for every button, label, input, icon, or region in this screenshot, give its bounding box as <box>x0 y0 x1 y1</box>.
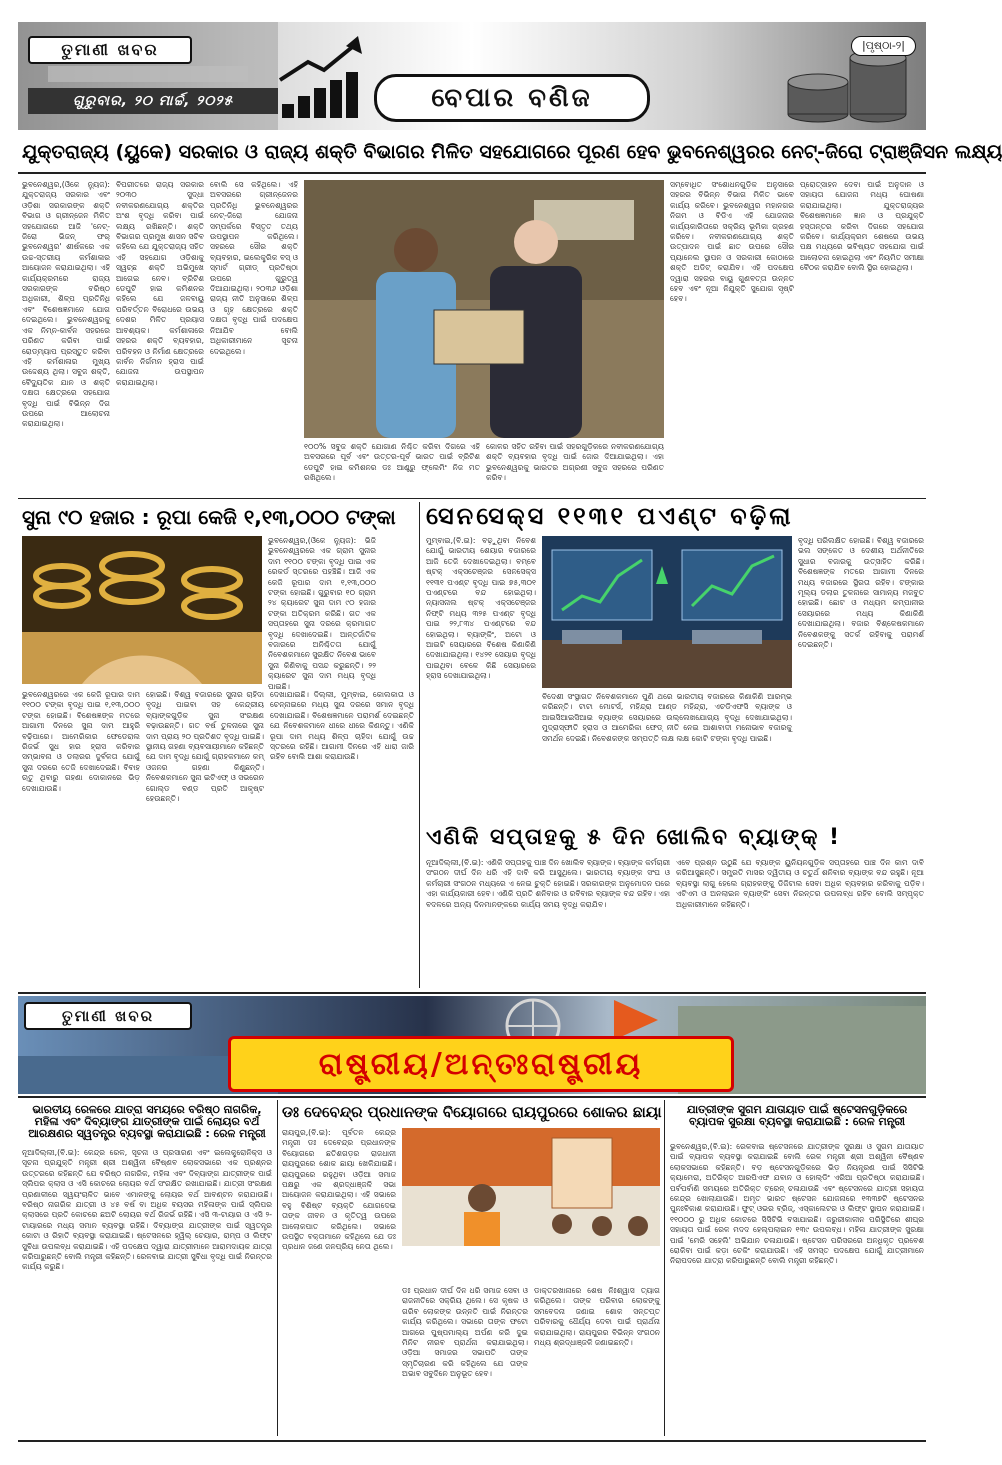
rail-safety-headline: ଯାତ୍ରୀଙ୍କ ସୁଗମ ଯାତାୟାତ ପାଇଁ ଷ୍ଟେସନଗୁଡ଼ିକରେ ବ୍ୟାପକ ସୁରକ୍ଷା ବ୍ୟବସ୍ଥା କରାଯାଇଛି : ରେଳ ମନ୍ତ୍ରୀ <box>686 1103 908 1129</box>
lead-column-3: ବୋଲି ସେ କହିଥିଲେ। ଏହି ଅବସରରେ ଗ୍ରୀନ୍‌ଜେନର ପ୍ରତିନିଧି ଭୁବନେଶ୍ୱରର ନେଟ୍-ଜିରୋ ଯୋଜନା ସମ୍ପର୍କରେ ବିସ୍ତୃତ ତଥ୍ୟ ଉପସ୍ଥାପନ କରିଥିଲେ। ସହରରେ ସୌର ଶକ୍ତି ବ୍ୟବହାର, ଇଲେକ୍ଟ୍ରିକ ବସ୍ ଓ ସ୍ମାର୍ଟ ଗ୍ରୀଡ୍ ପ୍ରତିଷ୍ଠା ଉପରେ ଗୁରୁତ୍ୱ ଦିଆଯାଇଥିଲା। ୨୦୩୬ ଓଡ଼ିଶା ରାଜ୍ୟ ନୀତି ଅନୁସାରେ ଶିଳ୍ପ ଓ ଗୃହ କ୍ଷେତ୍ରରେ ଶକ୍ତି ଦକ୍ଷତା ବୃଦ୍ଧି ପାଇଁ ପଦକ୍ଷେପ ନିଆଯିବ ବୋଲି ଅଧିକାରୀମାନେ ସୂଚନା ଦେଇଥିଲେ। <box>210 180 298 356</box>
lead-column-5: ପ୍ରୋତ୍ସାହନ ଦେବା ପାଇଁ ଅନୁଦାନ ଓ ସହାୟତା ଯୋଜନା ମଧ୍ୟ ଘୋଷଣା କରାଯାଇଥିଲା। ଯୁକ୍ତରାଜ୍ୟର ବିଶେଷଜ୍ଞମାନେ ଜ୍ଞାନ ଓ ପ୍ରଯୁକ୍ତି ହସ୍ତାନ୍ତର କରିବା ଦିଗରେ ସହଯୋଗ କରିବେ। କାର୍ଯ୍ୟକ୍ରମ ଶେଷରେ ଉଭୟ ପକ୍ଷ ମଧ୍ୟରେ ଭବିଷ୍ୟତ ସହଯୋଗ ପାଇଁ ଆଲୋଚନା ହୋଇଥିଲା ଏବଂ ନିୟମିତ ସମୀକ୍ଷା ବୈଠକ କରାଯିବ ବୋଲି ସ୍ଥିର ହୋଇଥିଲା। <box>800 180 924 273</box>
raipur-column-2: ଡଃ ପ୍ରଧାନ ଦୀର୍ଘ ଦିନ ଧରି ସମାଜ ସେବା ଓ ରାଜନୀତିରେ ସକ୍ରିୟ ଥିଲେ। ସେ କୃଷକ ଓ ଗରିବ ଲୋକଙ୍କ ଉନ୍ନତି ପାଇଁ ନିରନ୍ତର କାର୍ଯ୍ୟ କରିଥିଲେ। ସଭାରେ ତାଙ୍କ ଫଟୋ ଆଗରେ ପୁଷ୍ପମାଲ୍ୟ ଅର୍ପଣ କରି ଦୁଇ ମିନିଟ ନୀରବ ପ୍ରାର୍ଥନା କରାଯାଇଥିଲା। ଓଡ଼ିଆ ସମାଜର ସଭାପତି ତାଙ୍କ ସ୍ମୃତିଚାରଣ କରି କହିଥିଲେ ଯେ ତାଙ୍କ ଅଭାବ ସବୁଦିନେ ଅନୁଭୂତ ହେବ। <box>402 1286 528 1379</box>
lead-photo <box>304 180 664 438</box>
divider <box>18 498 926 499</box>
rail-safety-body: ଭୁବନେଶ୍ୱର,(ବି.ଇ): ରେଳବାଇ ଷ୍ଟେସନରେ ଯାତ୍ରୀଙ୍କ ସୁରକ୍ଷା ଓ ସୁଗମ ଯାତାୟାତ ପାଇଁ ବ୍ୟାପକ ବ୍ୟବସ୍ଥା କରାଯାଇଛି ବୋଲି ରେଳ ମନ୍ତ୍ରୀ ଶ୍ରୀ ଅଶ୍ୱିନୀ ବୈଷ୍ଣବ ଲୋକସଭାରେ କହିଛନ୍ତି। ବଡ଼ ଷ୍ଟେସନଗୁଡ଼ିକରେ ଭିଡ଼ ନିୟନ୍ତ୍ରଣ ପାଇଁ ସିସିଟିଭି କ୍ୟାମେରା, ଅତିରିକ୍ତ ଆରପିଏଫ ଯବାନ ଓ ହୋଲ୍ଡିଂ ଏରିଆ ପ୍ରତିଷ୍ଠା କରାଯାଇଛି। ପର୍ବପର୍ବାଣି ସମୟରେ ଅତିରିକ୍ତ ଟ୍ରେନ୍ ଚଳାଯାଉଛି ଏବଂ ଷ୍ଟେସନରେ ଯାତ୍ରୀ ସହାୟତା କେନ୍ଦ୍ର ଖୋଲାଯାଉଛି। ଅମୃତ ଭାରତ ଷ୍ଟେସନ ଯୋଜନାରେ ୧୩୩୭ଟି ଷ୍ଟେସନର ପୁନଃବିକାଶ କରାଯାଉଛି। ଫୁଟ୍ ଓଭର ବ୍ରିଜ୍, ଏସ୍କାଲେଟର ଓ ଲିଫ୍ଟ ସ୍ଥାପନ କରାଯାଇଛି। ୧୧୦୦୦ ରୁ ଅଧିକ କୋଚରେ ସିସିଟିଭି ବସାଯାଇଛି। ଜରୁରୀକାଳୀନ ପରିସ୍ଥିତିରେ ଶୀଘ୍ର ସହାୟତା ପାଇଁ ରେଳ ମଦଦ ହେଲ୍ପଲାଇନ ୧୩୯ ଉପଲବ୍ଧ। ମହିଳା ଯାତ୍ରୀଙ୍କ ସୁରକ୍ଷା ପାଇଁ 'ମେରି ସହେଲି' ଅଭିଯାନ ଚଳାଯାଉଛି। ଷ୍ଟେସନ ପରିସରରେ ଅନଧିକୃତ ପ୍ରବେଶ ରୋକିବା ପାଇଁ କଡ଼ା ଚେକିଂ କରାଯାଉଛି। ଏହି ସମସ୍ତ ପଦକ୍ଷେପ ଯୋଗୁଁ ଯାତ୍ରୀମାନେ ନିରାପଦରେ ଯାତ୍ରା କରିପାରୁଛନ୍ତି ବୋଲି ମନ୍ତ୍ରୀ କହିଛନ୍ତି। <box>670 1142 924 1266</box>
sensex-column-2: ବିଦେଶୀ ସଂସ୍ଥାଗତ ନିବେଶକମାନେ ପୁଣି ଥରେ ଭାରତୀୟ ବଜାରରେ କିଣାକିଣି ଆରମ୍ଭ କରିଛନ୍ତି। ଟାଟା ମୋଟର୍ସ, ମହିନ୍ଦ୍ରା ଆଣ୍ଡ ମହିନ୍ଦ୍ରା, ଏଚଡିଏଫସି ବ୍ୟାଙ୍କ ଓ ଆଇସିଆଇସିଆଇ ବ୍ୟାଙ୍କ ସେୟାରରେ ଉଲ୍ଲେଖଯୋଗ୍ୟ ବୃଦ୍ଧି ଦେଖାଯାଇଥିଲା। ମୁଦ୍ରାସ୍ଫୀତି ହ୍ରାସ ଓ ଆମେରିକା ଫେଡ୍ ନୀତି ନେଇ ଆଶାବାଦୀ ମନୋଭାବ ବଜାରକୁ ସମର୍ଥନ ଦେଇଛି। ନିବେଶକଙ୍କ ସମ୍ପତ୍ତି ଲକ୍ଷ ଲକ୍ଷ କୋଟି ଟଙ୍କା ବୃଦ୍ଧି ପାଇଛି। <box>542 692 792 743</box>
divider <box>277 1100 278 1436</box>
divider <box>18 1096 926 1098</box>
bank-headline: ଏଣିକି ସପ୍ତାହକୁ ୫ ଦିନ ଖୋଲିବ ବ୍ୟାଙ୍କ୍ ! <box>426 825 842 850</box>
gold-jewellery-illustration <box>22 536 262 684</box>
lead-photo-caption-1: ୧୦୦% ସବୁଜ ଶକ୍ତି ଯୋଗାଣ ନିଶ୍ଚିତ କରିବା ଦିଗରେ ଏହି ଅବସରରେ ପୂର୍ବ ଏବଂ ଉତ୍ତର-ପୂର୍ବ ଭାରତ ପାଇଁ ବ୍ରିଟିଶ ଡେପୁଟି ହାଇ କମିଶନର ଡଃ ଆଣ୍ଡ୍ରୁ ଫ୍ଲେମିଂ ନିଜ ମତ ରଖିଥିଲେ। <box>304 442 480 483</box>
tribute-meeting-illustration <box>402 1128 660 1282</box>
sensex-photo <box>542 536 792 688</box>
raipur-column-3: ଡାକ୍ତରଖାନାରେ ଶେଷ ନିଃଶ୍ୱାସ ତ୍ୟାଗ କରିଥିଲେ। ତାଙ୍କ ପରିବାର ଲୋକଙ୍କୁ ସମବେଦନା ଜଣାଇ ଶୋକ ସନ୍ତପ୍ତ ପରିବାରକୁ ଧୈର୍ଯ୍ୟ ଦେବା ପାଇଁ ପ୍ରାର୍ଥନା କରାଯାଇଥିଲା। ରାୟପୁରର ବିଭିନ୍ନ ସଂଗଠନ ମଧ୍ୟ ଶ୍ରଦ୍ଧାଞ୍ଜଳି ଜଣାଇଛନ୍ତି। <box>534 1286 660 1348</box>
raipur-photo <box>402 1128 660 1282</box>
national-banner-title: ରାଷ୍ଟ୍ରୀୟ/ଅନ୍ତଃରାଷ୍ଟ୍ରୀୟ <box>228 1036 734 1092</box>
gold-column-1-top: ଭୁବନେଶ୍ୱର,(ଓିକେ ନ୍ୟୁଜ): ଭିଜି ଭୁବନେଶ୍ୱରରେ ଏକ ଗ୍ରାମ ସୁନାର ଦାମ ୧୧୦୦ ଟଙ୍କା ବୃଦ୍ଧି ପାଇ ଏକ ରେକର୍ଡ ସ୍ତରରେ ପହଞ୍ଚିଛି। ଆଜି ଏକ କେଜି ରୂପାର ଦାମ ୧,୧୩,୦୦୦ ଟଙ୍କା ହୋଇଛି। ଗୁରୁବାର ୧୦ ଗ୍ରାମ ୨୪ କ୍ୟାରେଟ ସୁନା ଦାମ ୯୦ ହଜାର ଟଙ୍କା ଅତିକ୍ରମ କରିଛି। ଗତ ଏକ ସପ୍ତାହରେ ସୁନା ଦରରେ କ୍ରମାଗତ ବୃଦ୍ଧି ଦେଖାଦେଇଛି। ଆନ୍ତର୍ଜାତିକ ବଜାରରେ ଅନିଶ୍ଚିତତା ଯୋଗୁଁ ନିବେଶକମାନେ ସୁରକ୍ଷିତ ନିବେଶ ଭାବେ ସୁନା କିଣିବାକୁ ପସନ୍ଦ କରୁଛନ୍ତି। ୨୨ କ୍ୟାରେଟ ସୁନା ଦାମ ମଧ୍ୟ ବୃଦ୍ଧି ପାଇଛି। <box>268 536 376 691</box>
gold-headline: ସୁନା ୯୦ ହଜାର : ରୂପା କେଜି ୧,୧୩,୦୦୦ ଟଙ୍କା <box>22 505 396 529</box>
stock-market-illustration <box>542 536 792 688</box>
raipur-column-1: ରାୟପୁର,(ବି.ଇ): ପୂର୍ବତନ କେନ୍ଦ୍ର ମନ୍ତ୍ରୀ ଡଃ ଦେବେନ୍ଦ୍ର ପ୍ରଧାନଙ୍କ ବିୟୋଗରେ ଛତିଶଗଡ଼ର ରାଜଧାନୀ ରାୟପୁରରେ ଶୋକ ଛାୟା ଖେଳିଯାଇଛି। ରାୟପୁରରେ ରହୁଥିବା ଓଡ଼ିଆ ସମାଜ ପକ୍ଷରୁ ଏକ ଶ୍ରଦ୍ଧାଞ୍ଜଳି ସଭା ଆୟୋଜନ କରାଯାଇଥିଲା। ଏହି ସଭାରେ ବହୁ ବିଶିଷ୍ଟ ବ୍ୟକ୍ତି ଯୋଗଦେଇ ତାଙ୍କ ଜୀବନ ଓ କୃତିତ୍ୱ ଉପରେ ଆଲୋକପାତ କରିଥିଲେ। ସଭାରେ ଉପସ୍ଥିତ ବକ୍ତାମାନେ କହିଥିଲେ ଯେ ଡଃ ପ୍ରଧାନ ଜଣେ ଜନପ୍ରିୟ ନେତା ଥିଲେ। <box>282 1128 396 1252</box>
gold-column-4: ଦେଖାଯାଇଛି। ଦିଲ୍ଲୀ, ମୁମ୍ବାଇ, କୋଲକାତା ଓ ଚେନ୍ନାଇରେ ମଧ୍ୟ ସୁନା ଦରରେ ସମାନ ବୃଦ୍ଧି ଦେଖାଯାଇଛି। ବିଶେଷଜ୍ଞମାନେ ପରାମର୍ଶ ଦେଇଛନ୍ତି ଯେ ନିବେଶକମାନେ ଧୀରେ ଧୀରେ କିଣନ୍ତୁ। ଏଣିକି ରୂପା ଦାମ ମଧ୍ୟ ଶିଳ୍ପ ଚାହିଦା ଯୋଗୁଁ ଉଚ୍ଚ ସ୍ତରରେ ରହିଛି। ଆଗାମୀ ଦିନରେ ଏହି ଧାରା ଜାରି ରହିବ ବୋଲି ଆଶା କରାଯାଉଛି। <box>270 690 414 762</box>
gold-column-3: ହୋଇଛି। ବିଶ୍ୱ ବଜାରରେ ସୁନାର ଚାହିଦା ବୃଦ୍ଧି ପାଇବା ସହ କେନ୍ଦ୍ରୀୟ ବ୍ୟାଙ୍କଗୁଡ଼ିକ ସୁନା ସଂରକ୍ଷଣ ବଢ଼ାଉଛନ୍ତି। ଗତ ବର୍ଷ ତୁଳନାରେ ସୁନା ଦାମ ପ୍ରାୟ ୨୦ ପ୍ରତିଶତ ବୃଦ୍ଧି ପାଇଛି। ସ୍ଥାନୀୟ ଗହଣା ବ୍ୟବସାୟୀମାନେ କହିଛନ୍ତି ଯେ ଦାମ ବୃଦ୍ଧି ଯୋଗୁଁ ଗ୍ରାହକମାନେ କମ୍ ଓଜନର ଗହଣା କିଣୁଛନ୍ତି। ନିବେଶକମାନେ ସୁନା ଇଟିଏଫ୍ ଓ ସଭରେନ ଗୋଲ୍ଡ ବଣ୍ଡ ପ୍ରତି ଆକୃଷ୍ଟ ହେଉଛନ୍ତି। <box>146 690 264 804</box>
sensex-column-1: ମୁମ୍ବାଇ,(ବି.ଇ): ବଢ଼ୁଥିବା ନିବେଶ ଯୋଗୁଁ ଭାରତୀୟ ଶେୟାର ବଜାରରେ ଆଜି ତେଜି ଦେଖାଦେଇଥିଲା। ବମ୍ବେ ଷ୍ଟକ୍ ଏକ୍ସଚେଞ୍ଜର ସେନସେକ୍ସ ୧୧୩୧ ପଏଣ୍ଟ ବୃଦ୍ଧି ପାଇ ୭୫,୩୦୧ ପଏଣ୍ଟରେ ବନ୍ଦ ହୋଇଥିଲା। ନ୍ୟାସନାଲ ଷ୍ଟକ୍ ଏକ୍ସଚେଞ୍ଜର ନିଫ୍ଟି ମଧ୍ୟ ୩୨୫ ପଏଣ୍ଟ ବୃଦ୍ଧି ପାଇ ୨୨,୮୩୪ ପଏଣ୍ଟରେ ବନ୍ଦ ହୋଇଥିଲା। ବ୍ୟାଙ୍କିଂ, ଅଟୋ ଓ ଆଇଟି ସେୟାରରେ ବିଶେଷ କିଣାକିଣି ଦେଖାଯାଇଥିଲା। ୧୪୨୧ ସେୟାର ବୃଦ୍ଧି ପାଇଥିବା ବେଳେ କିଛି ସେୟାରରେ ହ୍ରାସ ଦେଖାଯାଇଥିଲା। <box>426 536 536 681</box>
brand-logo-secondary: ତୁମାଣୀ ଖବର <box>24 1002 192 1030</box>
divider <box>664 1100 665 1436</box>
lead-column-2: ବିପରୀତରେ ରାଜ୍ୟ ସରକାର ୨୦୩୦ ସୁଦ୍ଧା ନବୀକରଣଯୋଗ୍ୟ ଶକ୍ତିର ଅଂଶ ବୃଦ୍ଧି କରିବା ପାଇଁ ଲକ୍ଷ୍ୟ ରଖିଛନ୍ତି। ଶକ୍ତି ବିଭାଗର ପ୍ରମୁଖ ଶାସନ ସଚିବ କହିଲେ ଯେ ଯୁକ୍ତରାଜ୍ୟ ସହିତ ଏହି ସହଯୋଗ ଓଡ଼ିଶାକୁ ସ୍ୱଚ୍ଛ ଶକ୍ତି ଅଭିମୁଖେ ଆଗେଇ ନେବ। ବ୍ରିଟିଶ ଡେପୁଟି ହାଇ କମିଶନର କହିଲେ ଯେ ଜଳବାୟୁ ପରିବର୍ତ୍ତନ ବିରୋଧରେ ଉଭୟ ଦେଶର ମିଳିତ ପ୍ରୟାସ ଆବଶ୍ୟକ। କର୍ମଶାଳାରେ ସହରର ଶକ୍ତି ବ୍ୟବହାର, ପରିବହନ ଓ ନିର୍ମାଣ କ୍ଷେତ୍ରରେ କାର୍ବନ ନିର୍ଗମନ ହ୍ରାସ ପାଇଁ ଯୋଜନା ଉପସ୍ଥାପନ କରାଯାଇଥିଲା। <box>116 180 204 387</box>
sensex-column-3: ବୃଦ୍ଧି ପରିଲକ୍ଷିତ ହୋଇଛି। ବିଶ୍ୱ ବଜାରରେ ଭଲ ସଙ୍କେତ ଓ ଦେଶୀୟ ଅର୍ଥନୀତିରେ ସୁଧାର ବଜାରକୁ ଉତ୍ସାହିତ କରିଛି। ବିଶେଷଜ୍ଞଙ୍କ ମତରେ ଆଗାମୀ ଦିନରେ ମଧ୍ୟ ବଜାରରେ ସ୍ଥିରତା ରହିବ। ଟଙ୍କାର ମୂଲ୍ୟ ଡଲାର ତୁଳନାରେ ସାମାନ୍ୟ ମଜବୁତ ହୋଇଛି। ଛୋଟ ଓ ମଧ୍ୟମ କମ୍ପାନୀର ସେୟାରରେ ମଧ୍ୟ କିଣାକିଣି ଦେଖାଯାଇଥିଲା। ବଜାର ବିଶ୍ଳେଷକମାନେ ନିବେଶକଙ୍କୁ ସତର୍କ ରହିବାକୁ ପରାମର୍ଶ ଦେଇଛନ୍ତି। <box>798 536 924 650</box>
rail-berth-headline: ଭାରତୀୟ ରେଳରେ ଯାତ୍ରା ସମୟରେ ବରିଷ୍ଠ ନାଗରିକ, ମହିଳା ଏବଂ ଦିବ୍ୟାଙ୍ଗ ଯାତ୍ରୀଙ୍କ ପାଇଁ ଲୋୟର ବର୍ଥ ଆରକ୍ଷଣର ସ୍ୱତନ୍ତ୍ର ବ୍ୟବସ୍ଥା କରାଯାଇଛି : ରେଳ ମନ୍ତ୍ରୀ <box>28 1103 266 1141</box>
gold-photo <box>22 536 262 684</box>
bank-column-1: ନୂଆଦିଲ୍ଲୀ,(ବି.ଇ): ଏଣିକି ସପ୍ତାହକୁ ପାଞ୍ଚ ଦିନ ଖୋଲିବ ବ୍ୟାଙ୍କ। ବ୍ୟାଙ୍କ କର୍ମଚାରୀ ସଂଗଠନ ଦୀର୍ଘ ଦିନ ଧରି ଏହି ଦାବି କରି ଆସୁଥିଲେ। ଭାରତୀୟ ବ୍ୟାଙ୍କ ସଂଘ ଓ କର୍ମଚାରୀ ସଂଗଠନ ମଧ୍ୟରେ ଏ ନେଇ ଚୁକ୍ତି ହୋଇଛି। ସରକାରଙ୍କ ଅନୁମୋଦନ ପରେ ଏହା କାର୍ଯ୍ୟକାରୀ ହେବ। ଏଣିକି ପ୍ରତି ଶନିବାର ଓ ରବିବାର ବ୍ୟାଙ୍କ ବନ୍ଦ ରହିବ। ଏହା ବଦଳରେ ଅନ୍ୟ ଦିନମାନଙ୍କରେ କାର୍ଯ୍ୟ ସମୟ ବୃଦ୍ଧି କରାଯିବ। <box>426 858 670 909</box>
lead-column-1: ଭୁବନେଶ୍ୱର,(ଓିକେ ନ୍ୟୁଜ): ଯୁକ୍ତରାଜ୍ୟ ସରକାର ଏବଂ ଓଡ଼ିଶା ସରକାରଙ୍କ ଶକ୍ତି ବିଭାଗ ଓ ଗ୍ରୀନ୍‌ଜେନ ମିଳିତ ସହଯୋଗରେ ଆଜି 'ନେଟ୍-ଜିରୋ ଭିଜନ୍ ଫର୍ ଭୁବନେଶ୍ୱର' ଶୀର୍ଷକରେ ଏକ ଉଚ୍ଚ-ସ୍ତରୀୟ କର୍ମଶାଳାର ଆୟୋଜନ କରାଯାଇଥିଲା। ଏହି କାର୍ଯ୍ୟକ୍ରମରେ ରାଜ୍ୟ ସରକାରଙ୍କ ବରିଷ୍ଠ ଅଧିକାରୀ, ଶିଳ୍ପ ପ୍ରତିନିଧି ଏବଂ ବିଶେଷଜ୍ଞମାନେ ଯୋଗ ଦେଇଥିଲେ। ଭୁବନେଶ୍ୱରକୁ ଏକ ନିମ୍ନ-କାର୍ବନ ସହରରେ ପରିଣତ କରିବା ପାଇଁ ରୋଡ୍‌ମ୍ୟାପ ପ୍ରସ୍ତୁତ କରିବା ଏହି କର୍ମଶାଳାର ମୁଖ୍ୟ ଉଦ୍ଦେଶ୍ୟ ଥିଲା। ସବୁଜ ଶକ୍ତି, ବୈଦ୍ୟୁତିକ ଯାନ ଓ ଶକ୍ତି ଦକ୍ଷତା କ୍ଷେତ୍ରରେ ସହଯୋଗ ବୃଦ୍ଧି ପାଇଁ ବିଭିନ୍ନ ଦିଗ ଉପରେ ଆଲୋଚନା କରାଯାଇଥିଲା। <box>22 180 110 429</box>
divider <box>18 992 926 994</box>
lead-photo-caption-2: କୋଳର ସହିତ ରହିବା ପାଇଁ ସହରଗୁଡ଼ିକରେ ନବୀକରଣଯୋଗ୍ୟ ଶକ୍ତି ବ୍ୟବହାର ବୃଦ୍ଧି ପାଇଁ ଜୋର ଦିଆଯାଇଥିଲା। ଏହା ଭୁବନେଶ୍ୱରକୁ ଭାରତର ଅଗ୍ରଣୀ ସବୁଜ ସହରରେ ପରିଣତ କରିବ। <box>486 442 664 483</box>
divider <box>18 1440 926 1442</box>
bank-column-2: ଏବେ ପ୍ରଶ୍ନ ଉଠୁଛି ଯେ ବ୍ୟାଙ୍କ ୟୁନିୟନଗୁଡ଼ିକ ସପ୍ତାହରେ ପାଞ୍ଚ ଦିନ କାମ ଦାବି କରିଆସୁଛନ୍ତି। ସମ୍ପ୍ରତି ମାସର ଦ୍ୱିତୀୟ ଓ ଚତୁର୍ଥ ଶନିବାର ବ୍ୟାଙ୍କ ବନ୍ଦ ରହୁଛି। ନୂଆ ବ୍ୟବସ୍ଥା ଲାଗୁ ହେଲେ ଗ୍ରାହକଙ୍କୁ ଡିଜିଟାଲ ସେବା ଅଧିକ ବ୍ୟବହାର କରିବାକୁ ପଡ଼ିବ। ଏଟିଏମ ଓ ଅନଲାଇନ ବ୍ୟାଙ୍କିଂ ସେବା ନିରନ୍ତର ଉପଲବ୍ଧ ରହିବ ବୋଲି ସମ୍ପୃକ୍ତ ଅଧିକାରୀମାନେ କହିଛନ୍ତି। <box>676 858 924 909</box>
gold-column-2: ଭୁବନେଶ୍ୱରରେ ଏକ କେଜି ରୂପାର ଦାମ ୧୧୦୦ ଟଙ୍କା ବୃଦ୍ଧି ପାଇ ୧,୧୩,୦୦୦ ଟଙ୍କା ହୋଇଛି। ବିଶେଷଜ୍ଞଙ୍କ ମତରେ ଆଗାମୀ ଦିନରେ ସୁନା ଦାମ ଆହୁରି ବଢ଼ିପାରେ। ଆମେରିକାର ଫେଡେରାଲ ରିଜର୍ଭ ସୁଧ ହାର ହ୍ରାସ କରିବାର ସମ୍ଭାବନା ଓ ଡଲାରର ଦୁର୍ବଳତା ଯୋଗୁଁ ସୁନା ଦରରେ ତେଜି ଦେଖାଦେଇଛି। ବିବାହ ଋତୁ ଥିବାରୁ ଗହଣା ଦୋକାନରେ ଭିଡ଼ ଦେଖାଯାଉଛି। <box>22 690 140 793</box>
lead-headline: ଯୁକ୍ତରାଜ୍ୟ (ୟୁକେ) ସରକାର ଓ ରାଜ୍ୟ ଶକ୍ତି ବିଭାଗର ମିଳିତ ସହଯୋଗରେ ପୂରଣ ହେବ ଭୁବନେଶ୍ୱରର ନେଟ୍-ଜିରୋ ଟ୍ରାଞ୍ଜିସନ ଲକ୍ଷ୍ୟ <box>22 141 1002 163</box>
divider <box>419 502 420 988</box>
issue-date: ଗୁରୁବାର, ୨୦ ମାର୍ଚ୍ଚ, ୨୦୨୫ <box>28 88 278 114</box>
national-section-banner <box>18 996 926 1094</box>
lead-column-4: ସମ୍ବୋଧିତ ସଂଶୋଧନଗୁଡ଼ିକ ଅନୁସାରେ ସହରର ବିଭିନ୍ନ ବିଭାଗ ମିଳିତ ଭାବେ କାର୍ଯ୍ୟ କରିବେ। ଭୁବନେଶ୍ୱର ମହାନଗର ନିଗମ ଓ ବିଡିଏ ଏହି ଯୋଜନାର କାର୍ଯ୍ୟକାରିତାରେ ସକ୍ରିୟ ଭୂମିକା ଗ୍ରହଣ କରିବେ। ନବୀକରଣଯୋଗ୍ୟ ଶକ୍ତି ଉତ୍ପାଦନ ପାଇଁ ଛାତ ଉପରେ ସୌର ପ୍ୟାନେଲ ସ୍ଥାପନ ଓ ସରକାରୀ କୋଠାରେ ଶକ୍ତି ଅଡିଟ୍ କରାଯିବ। ଏହି ପଦକ୍ଷେପ ଦ୍ୱାରା ସହରର ବାୟୁ ଗୁଣବତ୍ତା ଉନ୍ନତ ହେବ ଏବଂ ନୂଆ ନିଯୁକ୍ତି ସୁଯୋଗ ସୃଷ୍ଟି ହେବ। <box>670 180 794 304</box>
sensex-headline: ସେନସେକ୍ସ ୧୧୩୧ ପଏଣ୍ଟ ବଢ଼ିଲା <box>426 502 794 530</box>
rail-berth-body: ନୂଆଦିଲ୍ଲୀ,(ବି.ଇ): କେନ୍ଦ୍ର ରେଳ, ସୂଚନା ଓ ପ୍ରସାରଣ ଏବଂ ଇଲେକ୍ଟ୍ରୋନିକ୍ସ ଓ ସୂଚନା ପ୍ରଯୁକ୍ତି ମନ୍ତ୍ରୀ ଶ୍ରୀ ଅଶ୍ୱିନୀ ବୈଷ୍ଣବ ଲୋକସଭାରେ ଏକ ପ୍ରଶ୍ନର ଉତ୍ତରରେ କହିଛନ୍ତି ଯେ ବରିଷ୍ଠ ନାଗରିକ, ମହିଳା ଏବଂ ଦିବ୍ୟାଙ୍ଗ ଯାତ୍ରୀଙ୍କ ପାଇଁ ସ୍ଲିପର କ୍ଲାସ ଓ ଏସି କୋଚରେ ଲୋୟର ବର୍ଥ ସଂରକ୍ଷିତ ରଖାଯାଇଛି। ଯାତ୍ରୀ ସଂରକ୍ଷଣ ପ୍ରଣାଳୀରେ ସ୍ୱୟଂଚାଳିତ ଭାବେ ଏମାନଙ୍କୁ ଲୋୟର ବର୍ଥ ଆବଣ୍ଟନ କରାଯାଉଛି। ବରିଷ୍ଠ ନାଗରିକ ଯାତ୍ରୀ ଓ ୪୫ ବର୍ଷ ବା ଅଧିକ ବୟସର ମହିଳାଙ୍କ ପାଇଁ ସ୍ଲିପର କ୍ଲାସରେ ପ୍ରତି କୋଚରେ ଛଅଟି ଲୋୟର ବର୍ଥ ରିଜର୍ଭ ରହିଛି। ଏସି ୩-ଟାୟାର ଓ ଏସି ୨-ଟାୟାରରେ ମଧ୍ୟ ସମାନ ବ୍ୟବସ୍ଥା ରହିଛି। ଦିବ୍ୟାଙ୍ଗ ଯାତ୍ରୀଙ୍କ ପାଇଁ ସ୍ୱତନ୍ତ୍ର କୋଟା ଓ ରିହାତି ବ୍ୟବସ୍ଥା କରାଯାଇଛି। ଷ୍ଟେସନରେ ହ୍ୱିଲ୍ ଚେୟାର, ରାମ୍ପ ଓ ଲିଫ୍ଟ ସୁବିଧା ଉପଲବ୍ଧ କରାଯାଇଛି। ଏହି ପଦକ୍ଷେପ ଦ୍ୱାରା ଯାତ୍ରୀମାନେ ଆରାମଦାୟକ ଯାତ୍ରା କରିପାରୁଛନ୍ତି ବୋଲି ମନ୍ତ୍ରୀ କହିଛନ୍ତି। ରେଳବାଇ ଯାତ୍ରୀ ସୁବିଧା ବୃଦ୍ଧି ପାଇଁ ନିରନ୍ତର କାର୍ଯ୍ୟ କରୁଛି। <box>22 1148 272 1272</box>
divider <box>18 172 926 174</box>
raipur-headline: ଡଃ ଦେବେନ୍ଦ୍ର ପ୍ରଧାନଙ୍କ ବିୟୋଗରେ ରାୟପୁରରେ ଶୋକର ଛାୟା <box>282 1103 662 1121</box>
lead-photo-illustration <box>304 180 664 438</box>
masthead <box>18 22 926 130</box>
brand-logo: ତୁମାଣୀ ଖବର <box>28 36 192 64</box>
page-number: |ପୃଷ୍ଠା-୨| <box>851 36 916 56</box>
section-title: ବେପାର ବଣିଜ <box>374 74 650 122</box>
